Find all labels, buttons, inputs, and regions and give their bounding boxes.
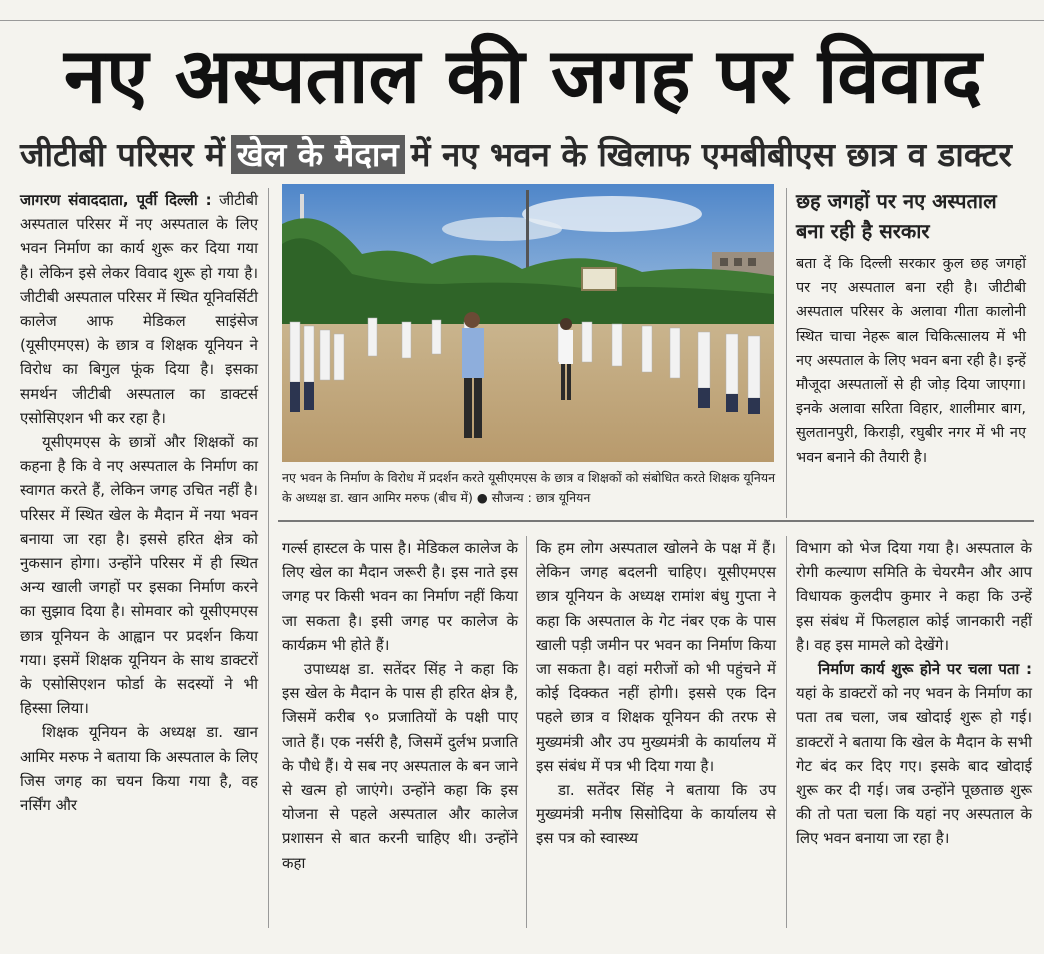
subheadline	[20, 132, 1030, 178]
article-para-6: कि हम लोग अस्पताल खोलने के पक्ष में हैं। लेकिन जगह बदलनी चाहिए। यूसीएमएस छात्र यूनियन के अध्यक्ष रामांश बंधु गुप्ता ने कहा कि अस्पताल के गेट नंबर एक के पास खाली पड़ी जमीन पर भवन का निर्माण किया जा सकता है। वहां मरीजों को भी पहुंचने में कोई दिक्कत नहीं होगी। इससे एक दिन पहले छात्र व शिक्षक यूनियन की तरफ से मुख्यमंत्री और उप मुख्यमंत्री के कार्यालय में इस संबंध में पत्र भी दिया गया है।	[536, 539, 776, 775]
article-column-3	[536, 536, 776, 851]
sidebox-title: छह जगहों पर नए अस्पताल बना रही है सरकार	[796, 189, 997, 243]
column-divider	[268, 188, 269, 928]
section-rule	[278, 520, 1034, 522]
column-divider	[786, 536, 787, 928]
article-para-1: जागरण संवाददाता, पूर्वी दिल्ली : जीटीबी अस्पताल परिसर में नए अस्पताल के लिए भवन निर्माण का कार्य शुरू कर दिया गया है। लेकिन इसे लेकर विवाद शुरू हो गया है। जीटीबी अस्पताल परिसर में स्थित यूनिवर्सिटी कालेज आफ मेडिकल साइंसेज (यूसीएमएस) के छात्र व शिक्षक यूनियन ने विरोध का बिगुल फूंक दिया है। इसका समर्थन जीटीबी अस्पताल का डाक्टर्स एसोसिएशन भी कर रहा है।	[20, 191, 258, 427]
article-para-2: यूसीएमएस के छात्रों और शिक्षकों का कहना है कि वे नए अस्पताल के निर्माण का स्वागत करते हैं, लेकिन जगह उचित नहीं है। परिसर में स्थित खेल के मैदान में नया भवन बनाया जा रहा है। इससे हरित क्षेत्र को नुकसान होगा। उन्होंने परिसर में ही स्थित अन्य खाली जगहों पर इसका निर्माण करने का सुझाव दिया है। सोमवार को यूसीएमएस छात्र यूनियन के आह्वान पर प्रदर्शन किया गया। इसमें शिक्षक यूनियन के साथ डाक्टरों के एसोसिएशन फोर्डा के सदस्यों ने भी हिस्सा लिया।	[20, 433, 258, 718]
photo-caption: नए भवन के निर्माण के विरोध में प्रदर्शन करते यूसीएमएस के छात्र व शिक्षकों को संबोधित करते शिक्षक यूनियन के अध्यक्ष डा. खान आमिर मरुफ (बीच में) ● सौजन्य : छात्र यूनियन	[282, 470, 776, 505]
article-para-7: डा. सतेंदर सिंह ने बताया कि उप मुख्यमंत्री मनीष सिसोदिया के कार्यालय से इस पत्र को स्वास्थ्य	[536, 781, 776, 848]
headline: नए अस्पताल की जगह पर विवाद	[64, 31, 982, 120]
protest-photo	[282, 184, 774, 462]
protest-scene-image	[282, 184, 774, 462]
sidebox-divider	[786, 188, 787, 518]
sidebox-body: बता दें कि दिल्ली सरकार कुल छह जगहों पर नए अस्पताल बना रही है। जीटीबी अस्पताल परिसर के अलावा गीता कालोनी स्थित चाचा नेहरू बाल चिकित्सालय में भी नए अस्पताल के लिए भवन बना रही है। इन्हें मौजूदा अस्पतालों से ही जोड़ दिया जाएगा। इनके अलावा सरिता विहार, शालीमार बाग, सुलतानपुरी, किराड़ी, रघुबीर नगर में भी नए भवन बनाने की तैयारी है।	[796, 256, 1026, 466]
article-para-9: निर्माण कार्य शुरू होने पर चला पता : यहां के डाक्टरों को नए भवन के निर्माण का पता तब चला, जब खोदाई शुरू हो गई। डाक्टरों ने बताया कि खेल के मैदान के सभी गेट बंद कर दिए गए। इसके बाद खोदाई शुरू कर दी गई। जब उन्होंने पूछताछ शुरू की तो पता चला कि यहां नए अस्पताल के लिए भवन बनाया जा रहा है।	[796, 660, 1032, 848]
article-column-2	[282, 536, 518, 875]
subhead-after: में नए भवन के खिलाफ एमबीबीएस छात्र व डाक्टर	[410, 135, 1012, 174]
subhead-highlight: खेल के मैदान	[231, 135, 405, 174]
top-rule	[0, 20, 1044, 21]
article-column-4	[796, 536, 1032, 851]
article-para-4: गर्ल्स हास्टल के पास है। मेडिकल कालेज के लिए खेल का मैदान जरूरी है। इस नाते इस जगह पर किसी भवन का निर्माण नहीं किया जा सकता है। इसी जगह पर कालेज के कार्यक्रम भी होते हैं।	[282, 539, 518, 654]
article-para-3: शिक्षक यूनियन के अध्यक्ष डा. खान आमिर मरुफ ने बताया कि अस्पताल के लिए जिस जगह का चयन किया गया है, वह नर्सिंग और	[20, 723, 258, 815]
dateline: जागरण संवाददाता, पूर्वी दिल्ली :	[20, 191, 212, 209]
article-para-5: उपाध्यक्ष डा. सतेंदर सिंह ने कहा कि इस खेल के मैदान के पास ही हरित क्षेत्र है, जिसमें करीब ९० प्रजातियों के पक्षी पाए जाते हैं। एक नर्सरी है, जिसमें दुर्लभ प्रजाति के पौधे हैं। ये सब नए अस्पताल के बन जाने से खत्म हो जाएंगे। उन्होंने कहा कि इस योजना से पहले अस्पताल और कालेज प्रशासन से बात करनी चाहिए थी। उन्होंने कहा	[282, 660, 518, 872]
section-subhead: निर्माण कार्य शुरू होने पर चला पता :	[818, 660, 1032, 679]
subhead-before: जीटीबी परिसर में	[20, 135, 225, 174]
article-column-1	[20, 188, 258, 817]
article-para-8: विभाग को भेज दिया गया है। अस्पताल के रोगी कल्याण समिति के चेयरमैन और आप विधायक कुलदीप कुमार ने कहा कि उन्हें इस संबंध में फिलहाल कोई जानकारी नहीं है। वह इस मामले को देखेंगे।	[796, 539, 1032, 654]
column-divider	[526, 536, 527, 928]
